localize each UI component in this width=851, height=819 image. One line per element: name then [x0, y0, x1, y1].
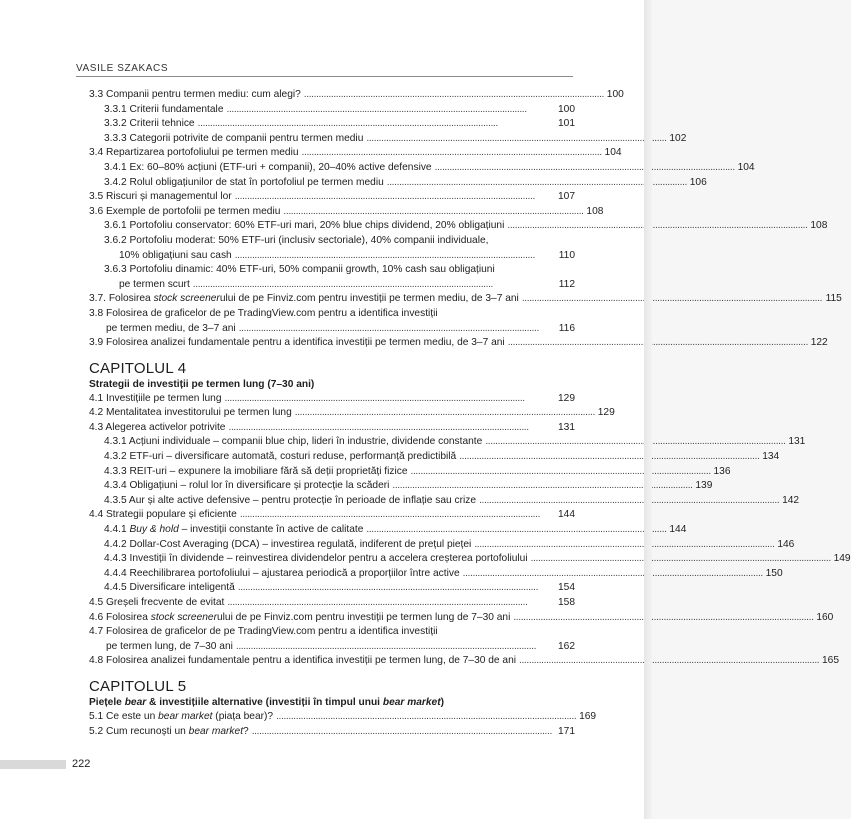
- table-of-contents: [89, 88, 851, 739]
- toc-entry[interactable]: 3.3.2 Criterii tehnice . . . 101: [89, 117, 575, 132]
- toc-entry[interactable]: pe termen lung, de 7–30 ani . . . 162: [89, 640, 575, 655]
- toc-entry[interactable]: 4.5 Greșeli frecvente de evitat . . . 158: [89, 596, 575, 611]
- toc-entry[interactable]: 3.3.3 Categorii potrivite de companii pentru termen mediu . . . 102: [89, 132, 575, 147]
- toc-entry[interactable]: 4.3.2 ETF-uri – diversificare automată, costuri reduse, performanță predictibilă . . . 134: [89, 450, 575, 465]
- toc-entry[interactable]: 3.7. Folosirea stock screenerului de pe Finviz.com pentru investiții pe termen mediu, de 3–7 ani . . . 115: [89, 292, 575, 307]
- chapter-title: CAPITOLUL 5: [89, 677, 187, 695]
- page-number: 222: [72, 758, 91, 770]
- toc-entry[interactable]: 4.4.4 Reechilibrarea portofoliului – ajustarea periodică a proporțiilor între active . . . 150: [89, 567, 575, 582]
- toc-entry[interactable]: 3.3 Companii pentru termen mediu: cum alegi? . . . 100: [89, 88, 575, 103]
- toc-entry[interactable]: 4.4 Strategii populare și eficiente . . . 144: [89, 508, 575, 523]
- chapter-subtitle: Strategii de investiții pe termen lung (7–30 ani): [89, 378, 315, 390]
- toc-entry[interactable]: 5.1 Ce este un bear market (piața bear)? . . . 169: [89, 710, 575, 725]
- toc-entry[interactable]: 4.3.3 REIT-uri – expunere la imobiliare fără să deții proprietăți fizice . . . 136: [89, 465, 575, 480]
- header-rule: [76, 76, 573, 77]
- running-header-author: VASILE SZAKACS: [76, 63, 169, 74]
- toc-entry[interactable]: 3.5 Riscuri și managementul lor . . . 107: [89, 190, 575, 205]
- toc-entry[interactable]: 3.6 Exemple de portofolii pe termen mediu . . . 108: [89, 205, 575, 220]
- toc-entry[interactable]: 10% obligațiuni sau cash . . . 110: [89, 249, 575, 264]
- toc-entry-line[interactable]: 4.7 Folosirea de graficelor de pe TradingView.com pentru a identifica investiții: [89, 626, 438, 638]
- folio-bar: [0, 760, 66, 769]
- toc-entry[interactable]: 4.4.2 Dollar-Cost Averaging (DCA) – investirea regulată, indiferent de prețul pieței . . . 146: [89, 538, 575, 553]
- toc-entry[interactable]: 4.2 Mentalitatea investitorului pe termen lung . . . 129: [89, 406, 575, 421]
- chapter-subtitle: Piețele bear & investițiile alternative (investiții în timpul unui bear market): [89, 696, 445, 708]
- toc-entry-line[interactable]: 3.6.2 Portofoliu moderat: 50% ETF-uri (inclusiv sectoriale), 40% companii individuale,: [104, 234, 489, 246]
- toc-entry[interactable]: 3.4.1 Ex: 60–80% acțiuni (ETF-uri + companii), 20–40% active defensive . . . 104: [89, 161, 575, 176]
- toc-entry[interactable]: 3.3.1 Criterii fundamentale . . . 100: [89, 103, 575, 118]
- toc-entry[interactable]: 4.3.4 Obligațiuni – rolul lor în diversificare și protecție la scăderi . . . 139: [89, 479, 575, 494]
- toc-entry[interactable]: 5.2 Cum recunoști un bear market? . . . 171: [89, 725, 575, 740]
- toc-entry[interactable]: 4.3.1 Acțiuni individuale – companii blue chip, lideri în industrie, dividende constante . . . 131: [89, 435, 575, 450]
- toc-entry[interactable]: 3.9 Folosirea analizei fundamentale pentru a identifica investiții pe termen mediu, de 3–7 ani . . . 122: [89, 336, 575, 351]
- toc-entry-line[interactable]: 3.8 Folosirea de graficelor de pe TradingView.com pentru a identifica investiții: [89, 307, 438, 319]
- toc-entry[interactable]: 3.6.1 Portofoliu conservator: 60% ETF-uri mari, 20% blue chips dividend, 20% obligațiuni . . . 108: [89, 219, 575, 234]
- toc-entry[interactable]: 3.4.2 Rolul obligațiunilor de stat în portofoliul pe termen mediu . . . 106: [89, 176, 575, 191]
- page-edge: [644, 0, 652, 819]
- toc-entry[interactable]: pe termen mediu, de 3–7 ani . . . 116: [89, 322, 575, 337]
- toc-entry[interactable]: 4.3 Alegerea activelor potrivite . . . 131: [89, 421, 575, 436]
- toc-entry[interactable]: 3.4 Repartizarea portofoliului pe termen mediu . . . 104: [89, 146, 575, 161]
- toc-entry[interactable]: 4.3.5 Aur și alte active defensive – pentru protecție în perioade de inflație sau crize . . . 142: [89, 494, 575, 509]
- chapter-title: CAPITOLUL 4: [89, 359, 187, 377]
- toc-entry[interactable]: 4.1 Investițiile pe termen lung . . . 129: [89, 392, 575, 407]
- toc-entry[interactable]: 4.4.5 Diversificare inteligentă . . . 154: [89, 581, 575, 596]
- toc-entry[interactable]: 4.4.3 Investiții în dividende – reinvestirea dividendelor pentru a accelera creșterea portofoliului . . . 149: [89, 552, 575, 567]
- toc-entry-line[interactable]: 3.6.3 Portofoliu dinamic: 40% ETF-uri, 50% companii growth, 10% cash sau obligațiuni: [104, 264, 495, 276]
- toc-entry[interactable]: 4.4.1 Buy & hold – investiții constante în active de calitate . . . 144: [89, 523, 575, 538]
- toc-entry[interactable]: 4.6 Folosirea stock screenerului de pe Finviz.com pentru investiții pe termen lung de 7–30 ani . . . 160: [89, 611, 575, 626]
- toc-entry[interactable]: 4.8 Folosirea analizei fundamentale pentru a identifica investiții pe termen lung, de 7–30 de ani . . . 165: [89, 654, 575, 669]
- toc-entry[interactable]: pe termen scurt . . . 112: [89, 278, 575, 293]
